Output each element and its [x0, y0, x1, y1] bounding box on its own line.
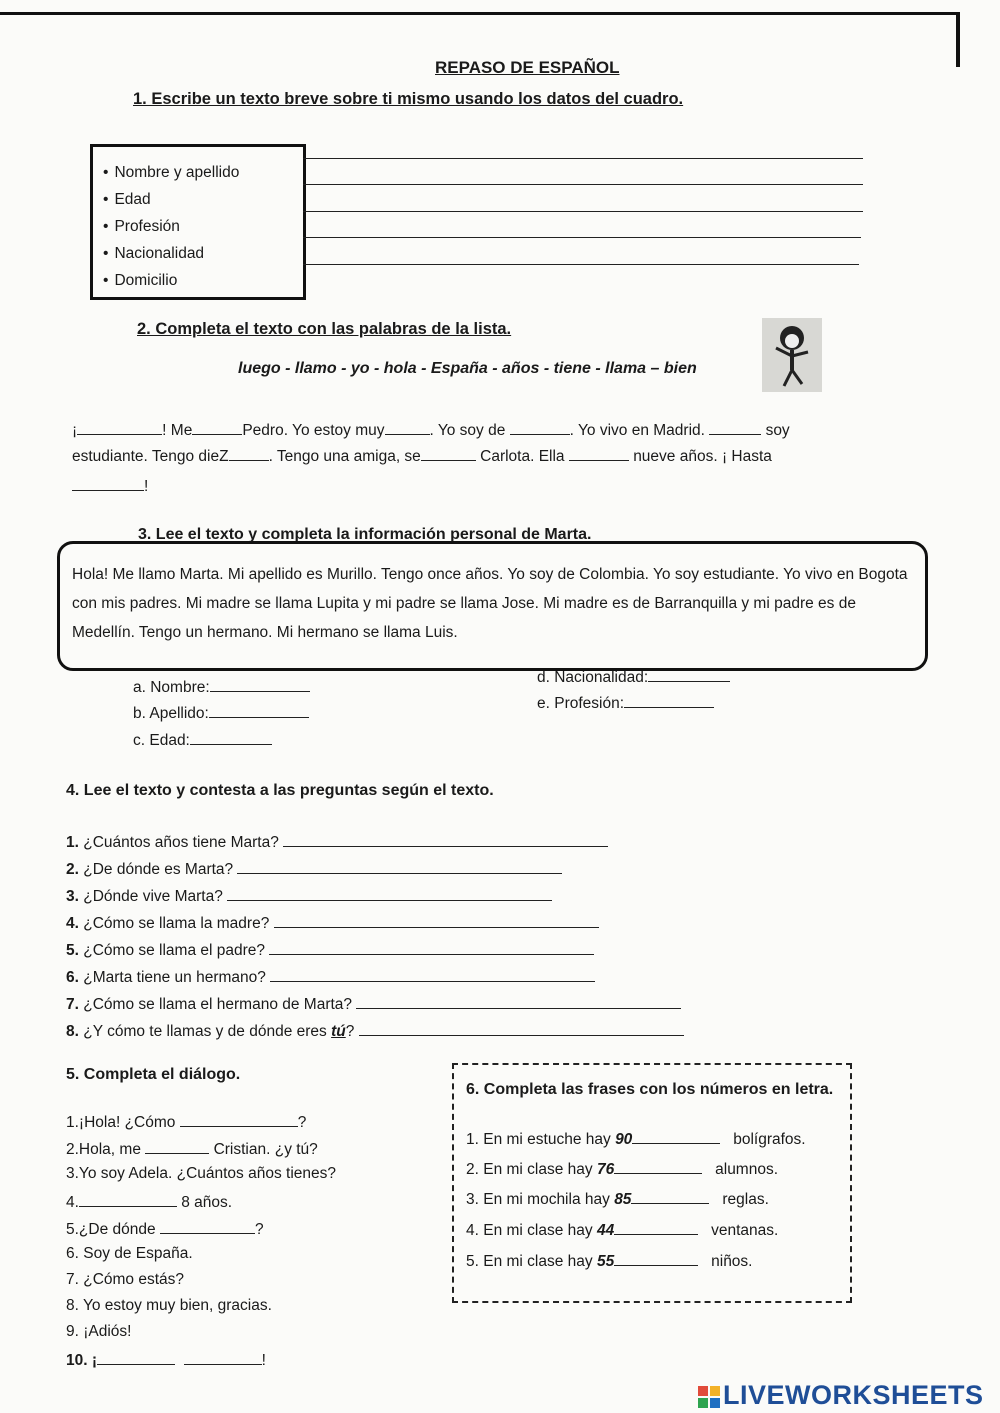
data-item: • Profesión: [103, 213, 303, 240]
dialog-line: 8. Yo estoy muy bien, gracias.: [66, 1297, 272, 1314]
row-number: 55: [596, 1253, 615, 1270]
q-number: 2.: [66, 861, 79, 878]
q-number: 3.: [66, 888, 79, 905]
section-1-heading: 1. Escribe un texto breve sobre ti mismo usando los datos del cuadro.: [133, 90, 684, 108]
section-2-heading: 2. Completa el texto con las palabras de la lista.: [137, 320, 512, 338]
row-number: 90: [615, 1131, 633, 1148]
answer-blank[interactable]: [227, 886, 552, 901]
q-number: 4.: [66, 915, 79, 932]
writing-line[interactable]: [303, 237, 861, 238]
blank[interactable]: [209, 703, 309, 718]
blank[interactable]: [614, 1220, 698, 1235]
blank[interactable]: [510, 420, 570, 435]
dialog-text: !: [261, 1352, 266, 1369]
q-number: 1.: [66, 834, 79, 851]
field-label: d. Nacionalidad:: [537, 669, 649, 686]
question-row: [66, 886, 552, 906]
answer-blank[interactable]: [283, 832, 608, 847]
question-row: [66, 967, 595, 987]
fill-text: Pedro. Yo estoy muy: [242, 422, 385, 439]
number-row: [466, 1251, 753, 1271]
fill-line-3: [72, 476, 148, 496]
section-5-heading: 5. Completa el diálogo.: [66, 1066, 241, 1083]
blank[interactable]: [210, 677, 310, 692]
dialog-text: ?: [254, 1221, 264, 1238]
blank[interactable]: [624, 693, 714, 708]
numbers-box: [452, 1063, 852, 1303]
field-apellido: [133, 703, 309, 723]
boy-illustration: [762, 318, 822, 392]
dialog-text: 5.¿De dónde: [66, 1221, 156, 1238]
section-6-heading: 6. Completa las frases con los números en letra.: [466, 1081, 834, 1098]
field-edad: [133, 730, 272, 750]
field-nombre: [133, 677, 310, 697]
row-text: bolígrafos.: [733, 1131, 806, 1148]
blank[interactable]: [421, 446, 476, 461]
question-row: [66, 994, 681, 1014]
number-row: [466, 1159, 778, 1179]
dialog-text: ?: [297, 1114, 307, 1131]
dialog-line: [66, 1112, 306, 1132]
row-number: 44: [596, 1222, 615, 1239]
page-title: REPASO DE ESPAÑOL: [435, 58, 620, 77]
field-nacionalidad: [537, 667, 730, 687]
question-row: [66, 859, 562, 879]
data-box: [90, 144, 306, 300]
answer-blank[interactable]: [359, 1021, 684, 1036]
dialog-line: 9. ¡Adiós!: [66, 1323, 132, 1340]
dialog-text: 2.Hola, me: [66, 1141, 141, 1158]
dialog-line: 3.Yo soy Adela. ¿Cuántos años tienes?: [66, 1165, 337, 1182]
q-text: ¿Marta tiene un hermano?: [83, 969, 266, 986]
answer-blank[interactable]: [356, 994, 681, 1009]
answer-blank[interactable]: [274, 913, 599, 928]
page-border-top: [0, 12, 960, 15]
section-4-heading: 4. Lee el texto y contesta a las preguntas según el texto.: [66, 782, 494, 799]
writing-line[interactable]: [303, 158, 863, 159]
blank[interactable]: [77, 420, 162, 435]
blank[interactable]: [709, 420, 761, 435]
fill-text: ¡: [72, 422, 78, 439]
blank[interactable]: [180, 1112, 298, 1127]
blank[interactable]: [648, 667, 730, 682]
question-row: [66, 940, 594, 960]
row-number: 85: [614, 1191, 632, 1208]
data-item: • Nacionalidad: [103, 240, 303, 267]
question-row: [66, 913, 599, 933]
dialog-line: [66, 1139, 318, 1159]
q-number: 6.: [66, 969, 79, 986]
answer-blank[interactable]: [237, 859, 562, 874]
question-row: [66, 1021, 684, 1041]
q-text: ?: [345, 1023, 355, 1040]
blank[interactable]: [184, 1350, 262, 1365]
blank[interactable]: [145, 1139, 209, 1154]
liveworksheets-logo: [698, 1380, 984, 1411]
blank[interactable]: [190, 730, 272, 745]
row-text: 3. En mi mochila hay: [466, 1191, 615, 1208]
dialog-text: 10. ¡: [66, 1352, 98, 1369]
row-text: 2. En mi clase hay: [466, 1161, 597, 1178]
blank[interactable]: [79, 1192, 177, 1207]
blank[interactable]: [614, 1159, 702, 1174]
blank[interactable]: [97, 1350, 175, 1365]
blank[interactable]: [72, 476, 144, 491]
row-text: reglas.: [722, 1191, 769, 1208]
field-label: c. Edad:: [133, 732, 190, 749]
blank[interactable]: [229, 446, 269, 461]
dialog-line: [66, 1219, 264, 1239]
data-item: • Edad: [103, 186, 303, 213]
dialog-text: 1.¡Hola! ¿Cómo: [66, 1114, 176, 1131]
dialog-line: 6. Soy de España.: [66, 1245, 193, 1262]
data-item: • Nombre y apellido: [103, 159, 303, 186]
q-number: 8.: [66, 1023, 79, 1040]
q-text: ¿Dónde vive Marta?: [83, 888, 223, 905]
data-item: • Domicilio: [103, 267, 303, 294]
blank[interactable]: [385, 420, 430, 435]
row-text: 4. En mi clase hay: [466, 1222, 597, 1239]
fill-text: soy: [765, 422, 790, 439]
writing-line[interactable]: [303, 264, 859, 265]
field-label: b. Apellido:: [133, 705, 209, 722]
fill-text: . Tengo una amiga, se: [268, 448, 421, 465]
fill-text: Carlota. Ella: [480, 448, 565, 465]
number-row: [466, 1189, 769, 1209]
section-3-heading: 3. Lee el texto y completa la información personal de Marta.: [138, 526, 592, 543]
fill-text: estudiante. Tengo dieZ: [72, 448, 229, 465]
question-row: [66, 832, 608, 852]
answer-blank[interactable]: [270, 967, 595, 982]
q-text: ¿Cómo se llama el padre?: [83, 942, 266, 959]
row-number: 76: [596, 1161, 615, 1178]
logo-icon: [698, 1386, 720, 1408]
row-text: niños.: [711, 1253, 753, 1270]
q-text: ¿Cómo se llama el hermano de Marta?: [83, 996, 353, 1013]
q-text: ¿De dónde es Marta?: [83, 861, 234, 878]
fill-text: ! Me: [162, 422, 193, 439]
number-row: [466, 1129, 806, 1149]
q-text: ¿Y cómo te llamas y de dónde eres: [83, 1023, 332, 1040]
writing-line[interactable]: [303, 211, 863, 212]
field-label: a. Nombre:: [133, 679, 210, 696]
q-emphasis: tú: [331, 1023, 346, 1040]
logo-text: LIVEWORKSHEETS: [723, 1380, 984, 1410]
dialog-text: 8 años.: [181, 1194, 233, 1211]
marta-text: Hola! Me llamo Marta. Mi apellido es Murillo. Tengo once años. Yo soy de Colombia. Yo soy estudiante. Yo vivo en Bogota con mis padres. Mi madre se llama Lupita y mi padre se llama Jose. Mi madre es de Barranquilla y mi padre es de Medellín. Tengo un hermano. Mi hermano se llama Luis.: [72, 566, 908, 641]
blank[interactable]: [192, 420, 242, 435]
writing-line[interactable]: [303, 184, 863, 185]
number-row: [466, 1220, 778, 1240]
blank[interactable]: [569, 446, 629, 461]
row-text: alumnos.: [715, 1161, 779, 1178]
q-text: ¿Cómo se llama la madre?: [83, 915, 270, 932]
dialog-line: 7. ¿Cómo estás?: [66, 1271, 185, 1288]
q-number: 5.: [66, 942, 79, 959]
fill-text: . Yo vivo en Madrid.: [569, 422, 705, 439]
fill-line-1: [72, 420, 790, 440]
blank[interactable]: [614, 1251, 698, 1266]
row-text: 1. En mi estuche hay: [466, 1131, 616, 1148]
word-list: luego - llamo - yo - hola - España - años - tiene - llama – bien: [238, 360, 697, 377]
row-text: 5. En mi clase hay: [466, 1253, 597, 1270]
answer-blank[interactable]: [269, 940, 594, 955]
fill-text: !: [144, 478, 149, 495]
field-label: e. Profesión:: [537, 695, 625, 712]
blank[interactable]: [631, 1189, 709, 1204]
marta-text-box: [57, 541, 928, 671]
q-text: ¿Cuántos años tiene Marta?: [83, 834, 279, 851]
q-number: 7.: [66, 996, 79, 1013]
dialog-text: 4.: [66, 1194, 79, 1211]
blank[interactable]: [160, 1219, 255, 1234]
page-border-right: [956, 12, 960, 67]
fill-text: nueve años. ¡ Hasta: [633, 448, 772, 465]
dialog-line: [66, 1350, 266, 1370]
dialog-line: [66, 1192, 232, 1212]
dialog-text: Cristian. ¿y tú?: [213, 1141, 318, 1158]
row-text: ventanas.: [711, 1222, 779, 1239]
fill-text: . Yo soy de: [429, 422, 506, 439]
field-profesion: [537, 693, 714, 713]
fill-line-2: [72, 446, 772, 466]
blank[interactable]: [632, 1129, 720, 1144]
